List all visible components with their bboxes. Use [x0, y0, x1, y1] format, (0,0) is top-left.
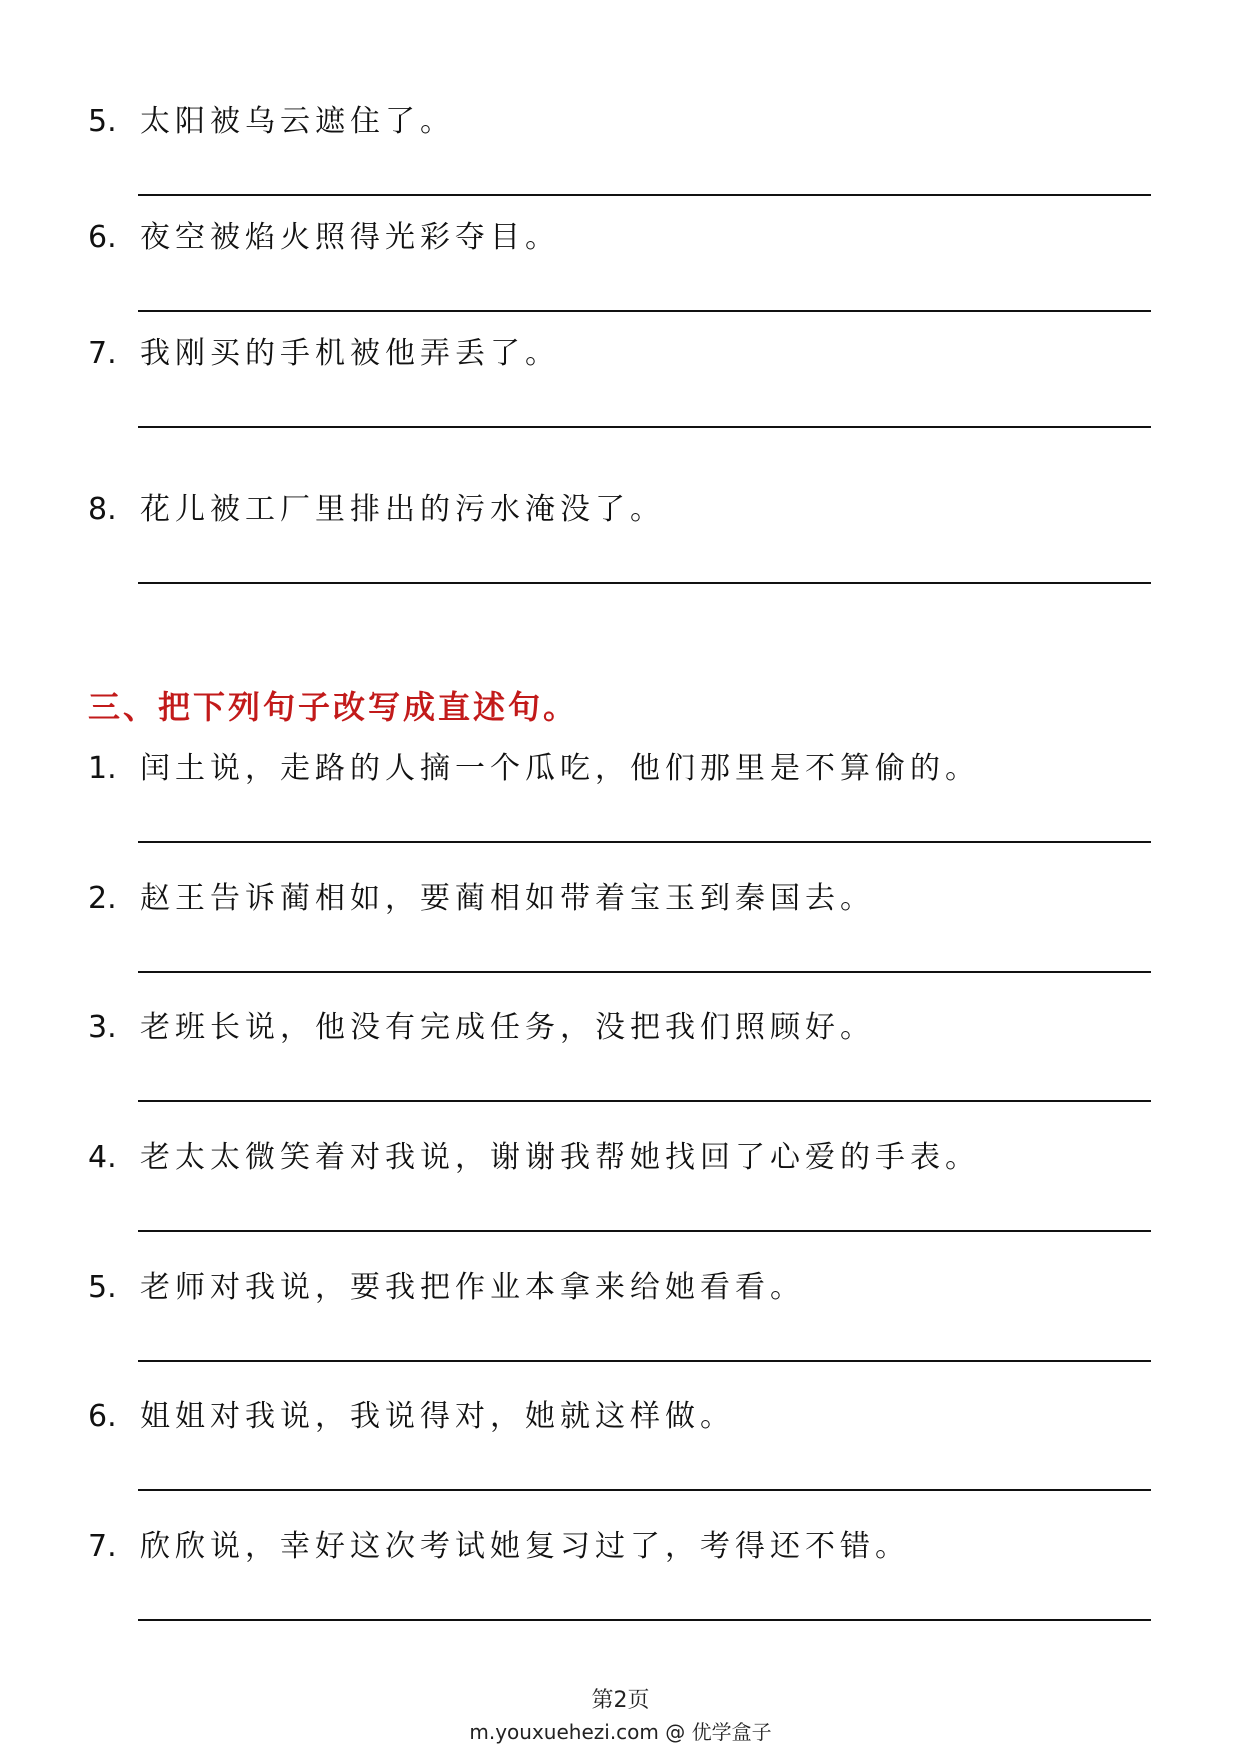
- item-number: 1.: [88, 751, 117, 786]
- exercise-item: [88, 104, 1148, 224]
- section-title: 三、把下列句子改写成直述句。: [88, 688, 579, 726]
- exercise-item: [88, 751, 1148, 871]
- item-number: 6.: [88, 1399, 117, 1434]
- item-sentence: 太阳被乌云遮住了。: [140, 104, 455, 139]
- answer-line[interactable]: [138, 1619, 1151, 1621]
- item-sentence: 姐姐对我说，我说得对，她就这样做。: [140, 1399, 735, 1434]
- answer-line[interactable]: [138, 1360, 1151, 1362]
- exercise-item: [88, 1270, 1148, 1390]
- answer-line[interactable]: [138, 582, 1151, 584]
- exercise-item: [88, 1529, 1148, 1649]
- item-sentence: 老太太微笑着对我说，谢谢我帮她找回了心爱的手表。: [140, 1140, 980, 1175]
- item-sentence: 夜空被焰火照得光彩夺目。: [140, 220, 560, 255]
- answer-line[interactable]: [138, 841, 1151, 843]
- exercise-item: [88, 336, 1148, 456]
- answer-line[interactable]: [138, 194, 1151, 196]
- item-number: 5.: [88, 104, 117, 139]
- answer-line[interactable]: [138, 1100, 1151, 1102]
- exercise-item: [88, 881, 1148, 1001]
- answer-line[interactable]: [138, 310, 1151, 312]
- answer-line[interactable]: [138, 1489, 1151, 1491]
- site-credit: m.youxuehezi.com @ 优学盒子: [469, 1720, 772, 1744]
- item-number: 7.: [88, 336, 117, 371]
- item-number: 3.: [88, 1010, 117, 1045]
- item-sentence: 花儿被工厂里排出的污水淹没了。: [140, 492, 665, 527]
- item-number: 6.: [88, 220, 117, 255]
- item-number: 8.: [88, 492, 117, 527]
- exercise-item: [88, 220, 1148, 340]
- item-number: 7.: [88, 1529, 117, 1564]
- answer-line[interactable]: [138, 1230, 1151, 1232]
- item-sentence: 闰土说，走路的人摘一个瓜吃，他们那里是不算偷的。: [140, 751, 980, 786]
- item-sentence: 老师对我说，要我把作业本拿来给她看看。: [140, 1270, 805, 1305]
- exercise-item: [88, 492, 1148, 612]
- item-number: 4.: [88, 1140, 117, 1175]
- item-sentence: 我刚买的手机被他弄丢了。: [140, 336, 560, 371]
- answer-line[interactable]: [138, 971, 1151, 973]
- item-sentence: 赵王告诉蔺相如，要蔺相如带着宝玉到秦国去。: [140, 881, 875, 916]
- answer-line[interactable]: [138, 426, 1151, 428]
- item-number: 5.: [88, 1270, 117, 1305]
- item-sentence: 老班长说，他没有完成任务，没把我们照顾好。: [140, 1010, 875, 1045]
- page-number: 第2页: [591, 1688, 650, 1713]
- exercise-item: [88, 1140, 1148, 1260]
- item-sentence: 欣欣说，幸好这次考试她复习过了，考得还不错。: [140, 1529, 910, 1564]
- exercise-item: [88, 1399, 1148, 1519]
- exercise-item: [88, 1010, 1148, 1130]
- item-number: 2.: [88, 881, 117, 916]
